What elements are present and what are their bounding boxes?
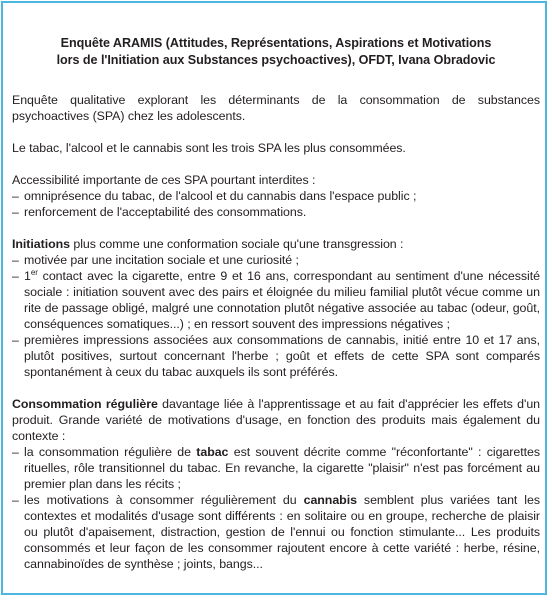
consommation-item-text: la consommation régulière de — [24, 445, 197, 459]
intro-paragraph: Enquête qualitative explorant les déterminants de la consommation de substances psychoactives (SPA) chez les adolescents. — [12, 93, 540, 123]
accessibility-item-text: renforcement de l'acceptabilité des consommations. — [24, 205, 307, 219]
info-box — [1, 1, 547, 595]
title-line-1: Enquête ARAMIS (Attitudes, Représentations, Aspirations et Motivations — [60, 36, 492, 50]
initiations-item — [12, 268, 540, 332]
box-title — [12, 35, 540, 69]
consommation-item — [12, 492, 540, 572]
initiations-heading: Initiations — [12, 237, 70, 251]
ordinal-suffix: er — [30, 267, 38, 277]
initiations-lead-text: plus comme une conformation sociale qu'une transgression : — [69, 237, 404, 251]
dash-bullet: – — [12, 445, 19, 459]
dash-bullet: – — [12, 333, 19, 347]
accessibility-lead: Accessibilité importante de ces SPA pourtant interdites : — [12, 173, 316, 187]
initiations-item — [12, 252, 540, 268]
accessibility-item — [12, 204, 540, 220]
consommation-lead — [12, 396, 540, 444]
dash-bullet: – — [12, 253, 19, 267]
consommation-item-text: les motivations à consommer régulièrement du — [24, 493, 304, 507]
consommation-heading: Consommation régulière — [12, 397, 158, 411]
ordinal-number: 1 — [24, 269, 31, 283]
accessibility-item — [12, 188, 540, 204]
consommation-item-text: est souvent décrite comme "réconfortante" : cigarettes rituelles, rôle transitionnel du tabac. En revanche, la cigarette "plaisir" n'est pas forcément au premier plan dans les récits ; — [24, 445, 540, 491]
dash-bullet: – — [12, 493, 19, 507]
consommation-item — [12, 444, 540, 492]
initiations-item — [12, 332, 540, 380]
dash-bullet: – — [12, 205, 19, 219]
initiations-item-text: premières impressions associées aux consommations de cannabis, initié entre 10 et 17 ans, plutôt positives, surtout concernant l'herbe ; goût et effets de cette SPA sont comparés spontanément à ceux du tabac auxquels ils sont préférés. — [24, 333, 540, 379]
initiations-item-text: motivée par une incitation sociale et une curiosité ; — [24, 253, 299, 267]
cannabis-keyword: cannabis — [303, 493, 357, 507]
dash-bullet: – — [12, 189, 19, 203]
initiations-lead — [12, 236, 540, 252]
initiations-item-text: contact avec la cigarette, entre 9 et 16 ans, correspondant au sentiment d'une nécessité sociale : initiation souvent avec des pairs et éloignée du milieu familial plutôt vécue comme un rite de passage obligé, malgré une connotation plutôt négative associée au tabac (odeur, goût, conséquences somatiques...) ; en ressort souvent des impressions négatives ; — [24, 269, 540, 331]
dash-bullet: – — [12, 269, 19, 283]
consommation-item-text: semblent plus variées tant les contextes et modalités d'usage sont différents : en solitaire ou en groupe, recherche de plaisir ou plutôt d'apaisement, distraction, gestion de l'ennui ou fonction stimulante... Les produits consommés et leur façon de les consommer rajoutent encore à cette variété : herbe, résine, cannabinoïdes de synthèse ; joints, bangs... — [24, 493, 540, 571]
title-line-2: lors de l'Initiation aux Substances psychoactives), OFDT, Ivana Obradovic — [56, 53, 496, 67]
statement-paragraph: Le tabac, l'alcool et le cannabis sont les trois SPA les plus consommées. — [12, 141, 406, 155]
consommation-lead-text: davantage liée à l'apprentissage et au fait d'apprécier les effets d'un produit. Grande variété de motivations d'usage, en fonction des produits mais également du contexte : — [12, 397, 540, 443]
tabac-keyword: tabac — [196, 445, 229, 459]
accessibility-item-text: omniprésence du tabac, de l'alcool et du cannabis dans l'espace public ; — [24, 189, 417, 203]
box-content — [12, 35, 540, 572]
